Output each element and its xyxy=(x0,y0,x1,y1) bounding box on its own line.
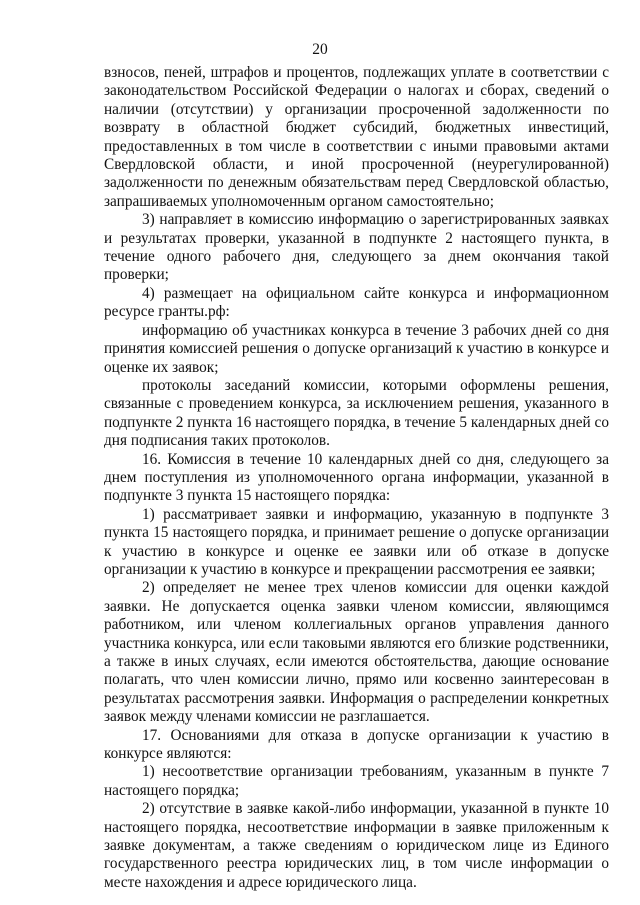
page-number: 20 xyxy=(312,41,328,58)
paragraph: 1) рассматривает заявки и информацию, указанную в подпункте 3 пункта 15 настоящего порядка, и принимает решение о допуске организации к участию в конкурсе и оценке ее заявки или об отказе в допуске организации к участию в конкурсе и прекращении рассмотрения ее заявки; xyxy=(104,505,609,578)
document-body xyxy=(104,64,609,892)
paragraph: 2) определяет не менее трех членов комиссии для оценки каждой заявки. Не допускается оценка заявки членом комиссии, являющимся работником, или членом коллегиальных органов управления данного участника конкурса, или если таковыми являются его близкие родственники, а также в иных случаях, если имеются обстоятельства, дающие основание полагать, что член комиссии лично, прямо или косвенно заинтересован в результатах рассмотрения заявки. Информация о распределении конкретных заявок между членами комиссии не разглашается. xyxy=(104,579,609,726)
paragraph: информацию об участниках конкурса в течение 3 рабочих дней со дня принятия комиссией решения о допуске организаций к участию в конкурсе и оценке их заявок; xyxy=(104,321,609,376)
paragraph: 4) размещает на официальном сайте конкурса и информационном ресурсе гранты.рф: xyxy=(104,284,609,321)
paragraph: 2) отсутствие в заявке какой-либо информации, указанной в пункте 10 настоящего порядка, несоответствие информации в заявке приложенным к заявке документам, а также сведениям о юридическом лице из Единого государственного реестра юридических лиц, в том числе информации о месте нахождения и адресе юридического лица. xyxy=(104,800,609,891)
paragraph: 17. Основаниями для отказа в допуске организации к участию в конкурсе являются: xyxy=(104,726,609,763)
paragraph: 3) направляет в комиссию информацию о зарегистрированных заявках и результатах проверки, указанной в подпункте 2 настоящего пункта, в течение одного рабочего дня, следующего за днем окончания такой проверки; xyxy=(104,211,609,284)
paragraph: протоколы заседаний комиссии, которыми оформлены решения, связанные с проведением конкурса, за исключением решения, указанного в подпункте 2 пункта 16 настоящего порядка, в течение 5 календарных дней со дня подписания таких протоколов. xyxy=(104,376,609,450)
paragraph: 1) несоответствие организации требованиям, указанным в пункте 7 настоящего порядка; xyxy=(104,763,609,799)
paragraph: взносов, пеней, штрафов и процентов, подлежащих уплате в соответствии с законодательством Российской Федерации о налогах и сборах, сведений о наличии (отсутствии) у организации просроченной задолженности по возврату в областной бюджет субсидий, бюджетных инвестиций, предоставленных в том числе в соответствии с иными правовыми актами Свердловской области, и иной просроченной (неурегулированной) задолженности по денежным обязательствам перед Свердловской областью, запрашиваемых уполномоченным органом самостоятельно; xyxy=(104,64,609,210)
paragraph: 16. Комиссия в течение 10 календарных дней со дня, следующего за днем поступления из уполномоченного органа информации, указанной в подпункте 3 пункта 15 настоящего порядка: xyxy=(104,450,609,505)
